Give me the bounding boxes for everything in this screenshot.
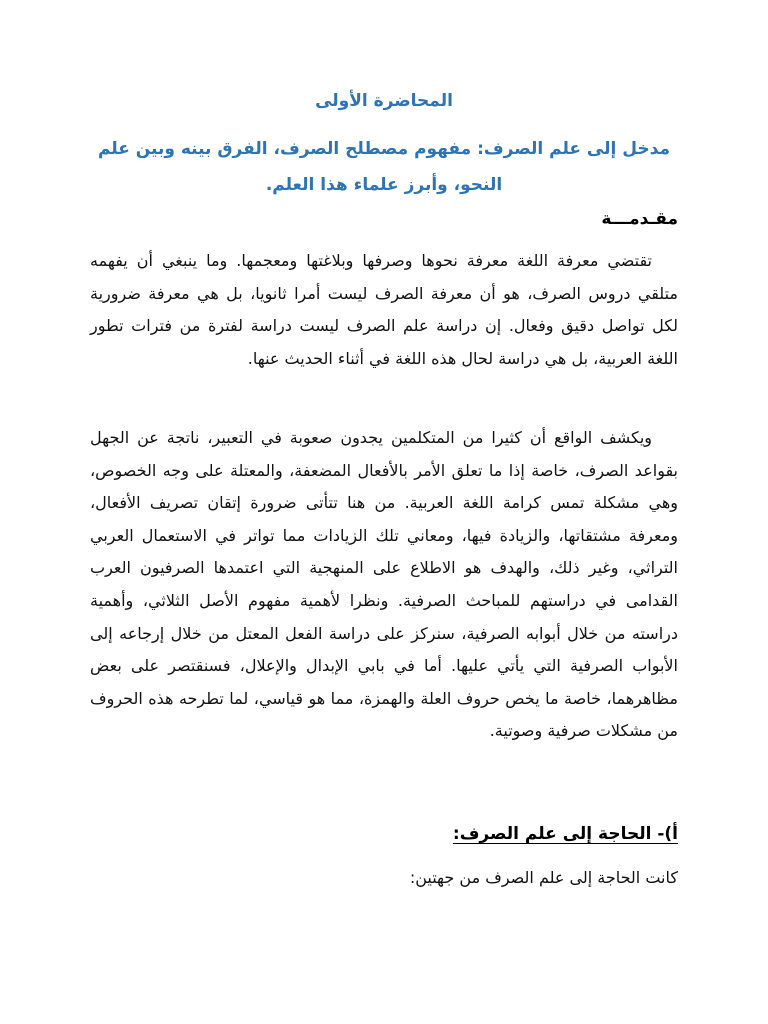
paragraph-3: كانت الحاجة إلى علم الصرف من جهتين: (409, 868, 678, 887)
paragraph-2: ويكشف الواقع أن كثيرا من المتكلمين يجدون صعوبة في التعبير، ناتجة عن الجهل بقواعد الصرف، خاصة إذا ما تعلق الأمر بالأفعال المضعفة، والمعتلة على وجه الخصوص، وهي مشكلة تمس كرامة اللغة العربية. من هنا تتأتى ضرورة إتقان تصريف الأفعال، ومعرفة مشتقاتها، والزيادة فيها، ومعاني تلك الزيادات مما تواتر في الاستعمال العربي التراثي، وغير ذلك، والهدف هو الاطلاع على المنهجية التي اعتمدها الصرفيون العرب القدامى في دراستهم للمباحث الصرفية. ونظرا لأهمية مفهوم الأصل الثلاثي، وأهمية دراسته من خلال أبوابه الصرفية، سنركز على دراسة الفعل المعتل من خلال إرجاعه إلى الأبواب الصرفية التي يأتي عليها. أما في بابي الإبدال والإعلال، فسنقتصر على بعض مظاهرهما، خاصة ما يخص حروف العلة والهمزة، مما هو قياسي، لما تطرحه هذه الحروف من مشكلات صرفية وصوتية. (90, 428, 678, 741)
lecture-title: المحاضرة الأولى (315, 91, 453, 111)
section-heading (453, 820, 678, 848)
paragraph-1: تقتضي معرفة اللغة معرفة نحوها وصرفها وبلاغتها ومعجمها. وما ينبغي أن يفهمه متلقي دروس الصرف، هو أن معرفة الصرف ليست أمرا ثانويا، بل هي معرفة ضرورية لكل تواصل دقيق وفعال. إن دراسة علم الصرف ليست دراسة لفترة من فترات تطور اللغة العربية، بل هي دراسة لحال هذه اللغة في أثناء الحديث عنها. (90, 251, 678, 368)
section-heading-text: أ)- الحاجة إلى علم الصرف: (452, 824, 678, 844)
lecture-subtitle: مدخل إلى علم الصرف: مفهوم مصطلح الصرف، الفرق بينه وبين علم النحو، وأبرز علماء هذا العلم. (97, 139, 671, 195)
introduction-heading: مقـدمـــة (601, 209, 678, 229)
